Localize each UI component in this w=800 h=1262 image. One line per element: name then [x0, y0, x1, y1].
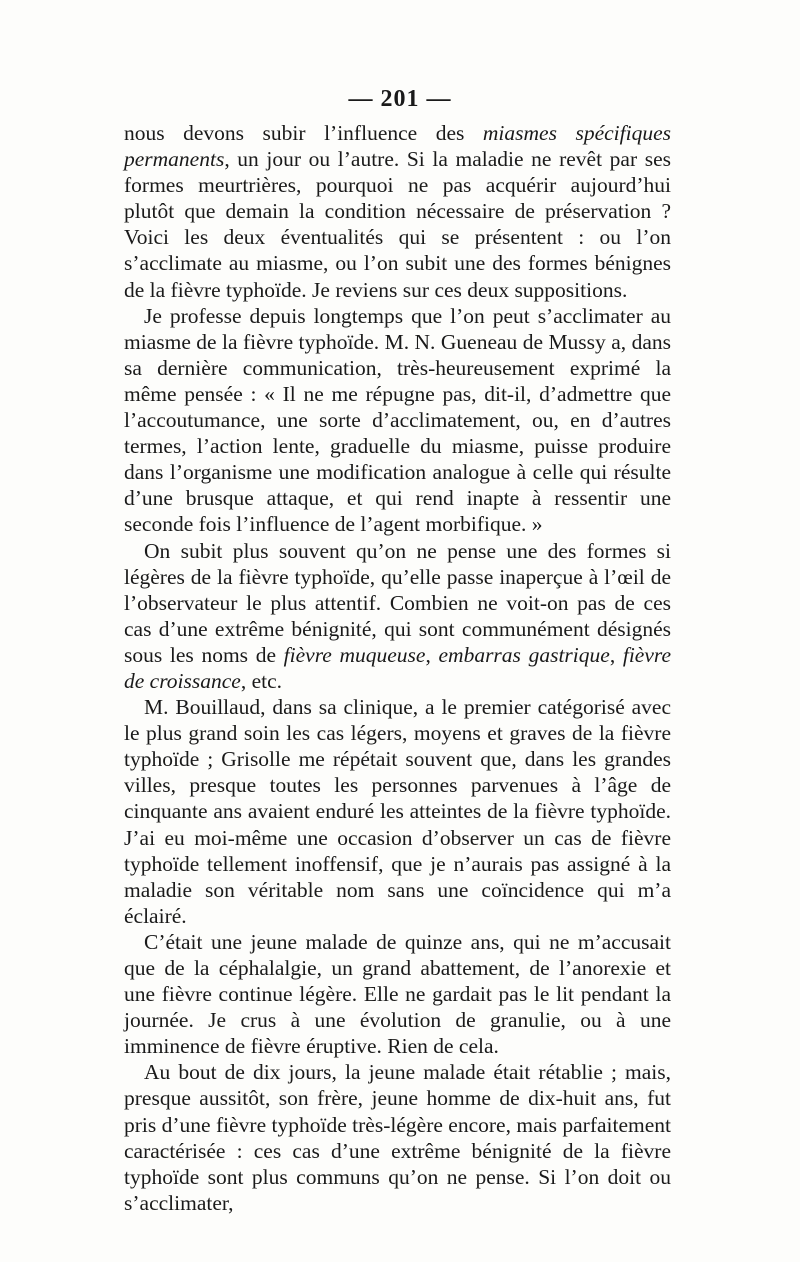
text-segment: ,: [609, 642, 623, 667]
text-segment: M. Bouillaud, dans sa clinique, a le premier catégorisé avec le plus grand soin les cas légers, moyens et graves de la fièvre typhoïde ; Grisolle me répétait souvent que, dans les grandes villes, presque toutes les personnes parvenues à l’âge de cinquante ans avaient enduré les atteintes de la fièvre typhoïde. J’ai eu moi-même une occasion d’observer un cas de fièvre typhoïde tellement inoffensif, que je n’aurais pas assigné à la maladie son véritable nom sans une coïncidence qui m’a éclairé.: [124, 695, 671, 928]
text-segment: Au bout de dix jours, la jeune malade était rétablie ; mais, presque aussitôt, son frère, jeune homme de dix-huit ans, fut pris d’une fièvre typhoïde très-légère encore, mais parfaitement caractérisée : ces cas d’une extrême bénignité de la fièvre typhoïde sont plus communs qu’on ne pense. Si l’on doit ou s’acclimater,: [124, 1060, 671, 1215]
text-segment: On subit plus souvent qu’on ne pense une des formes si légères de la fièvre typhoïde, qu’elle passe inaperçue à l’œil de l’observateur le plus attentif. Combien ne voit-on pas de ces cas d’une extrême bénignité, qui sont communément désignés sous les noms de: [124, 538, 671, 667]
paragraph-6: [124, 1059, 671, 1216]
page-number: — 201 —: [348, 86, 452, 112]
paragraph-4: [124, 694, 671, 929]
text-segment: , etc.: [240, 668, 283, 693]
italic-segment: fièvre de croissance: [124, 642, 672, 693]
paragraph-5: [124, 929, 671, 1059]
body-text: [124, 120, 671, 1216]
paragraph-1: [124, 120, 671, 303]
italic-segment: miasmes spécifiques permanents: [124, 121, 671, 172]
italic-segment: embarras gastrique: [438, 642, 610, 667]
italic-segment: fièvre muqueuse: [283, 642, 426, 667]
text-segment: ,: [425, 642, 439, 667]
text-segment: Je professe depuis longtemps que l’on peut s’acclimater au miasme de la fièvre typhoïde. M. N. Gueneau de Mussy a, dans sa dernière communication, très-heureusement exprimé la même pensée : « Il ne me répugne pas, dit-il, d’admettre que l’accoutumance, une sorte d’acclimatement, ou, en d’autres termes, l’action lente, graduelle du miasme, puisse produire dans l’organisme une modification analogue à celle qui résulte d’une brusque attaque, et qui rend inapte à ressentir une seconde fois l’influence de l’agent morbifique. »: [124, 303, 671, 537]
text-segment: C’était une jeune malade de quinze ans, qui ne m’accusait que de la céphalalgie, un grand abattement, de l’anorexie et une fièvre continue légère. Elle ne gardait pas le lit pendant la journée. Je crus à une évolution de granulie, ou à une imminence de fièvre éruptive. Rien de cela.: [124, 929, 671, 1059]
paragraph-3: [124, 538, 671, 695]
paragraph-2: [124, 303, 671, 538]
text-segment: nous devons subir l’influence des: [124, 121, 483, 145]
text-segment: , un jour ou l’autre. Si la maladie ne revêt par ses formes meurtrières, pourquoi ne pas acquérir aujourd’hui plutôt que demain la condition nécessaire de préservation ? Voici les deux éventualités qui se présentent : ou l’on s’acclimate au miasme, ou l’on subit une des formes bénignes de la fièvre typhoïde. Je reviens sur ces deux suppositions.: [124, 147, 671, 302]
